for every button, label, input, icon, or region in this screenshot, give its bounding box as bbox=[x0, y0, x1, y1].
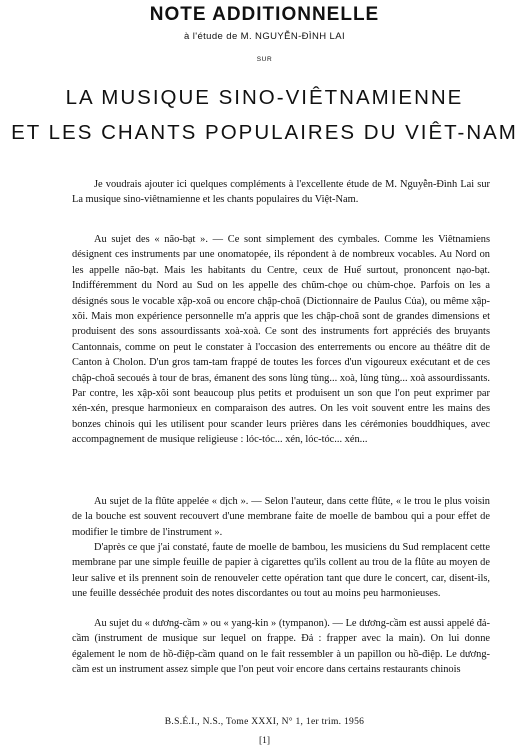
page-number: [1] bbox=[258, 736, 271, 746]
note-subtitle: à l'étude de M. NGUYỄN-ĐÌNH LAI bbox=[184, 31, 345, 42]
paragraph-nao-bat: Au sujet des « não-bạt ». — Ce sont simplement des cymbales. Comme les Viêtnamiens désignent ces instruments par une onomatopée, ils répondent à de nombreux vocables. Au Nord on les appelle não-bạt. Mais les habitants du Centre, ceux de Huế surtout, prononcent nạo-bạt. Indifféremment du Nord au Sud on les appelle des chũm-chọe ou chùm-chọe. Parfois on les a désignés sous le vocable xập-xoã ou encore chập-choã (Dictionnaire de Paulus Của), ou même xập-xõi. Mais mon expérience personnelle m'a appris que les chập-choã sont de grandes dimensions et produisent des sons assourdissants xoà-xoà. Ce sont des instruments fort appréciés des bruyants Cantonnais, comme on peut le constater à l'occasion des enterrements ou encore au théâtre dit de Canton à Cholon. D'un gros tam-tam frappé de toutes les forces d'un vigoureux exécutant et de ces chập-choã secoués à tour de bras, émanent des sons lùng tùng... xoà, lùng tùng... xoà assourdissants. Par contre, les xập-xõi sont beaucoup plus petits et produisent un son que l'on peut exprimer par xén-xén, presque harmonieux en comparaison des autres. On les voit souvent entre les mains des bonzes chinois qui les utilisent pour scander leurs prières dans les cérémonies bouddhiques, avec accompagnement de musique religieuse : lóc-tóc... xén, lóc-tóc... xén... bbox=[72, 234, 490, 446]
sur-label: SUR bbox=[256, 56, 273, 63]
paragraph-flute-dich: Au sujet de la flûte appelée « dịch ». — Selon l'auteur, dans cette flûte, « le trou le plus voisin de la bouche est souvent recouvert d'une membrane faite de moelle de bambou qui a pour effet de modifier le timbre de l'instrument ». bbox=[72, 496, 490, 538]
paragraph-duong-cam: Au sujet du « dương-cầm » ou « yang-kin » (tympanon). — Le dương-cầm est aussi appelé đả-cầm (instrument de musique sur lequel on frappe. Đả : frapper avec la main). On lui donne également le nom de hồ-điệp-cầm quand on le fait ressembler à un papillon ou hồ-điệp. Le dương-cầm est un instrument assez simple que l'on peut voir encore dans certains restaurants chinois bbox=[72, 618, 490, 676]
main-title-line-2: ET LES CHANTS POPULAIRES DU VIÊT-NAM bbox=[11, 121, 518, 144]
journal-citation: B.S.É.I., N.S., Tome XXXI, N° 1, 1er trim. 1956 bbox=[164, 717, 365, 727]
paragraph-flute-south: D'après ce que j'ai constaté, faute de moelle de bambou, les musiciens du Sud remplacent cette membrane par une simple feuille de papier à cigarettes qu'ils collent au trou de la flûte au moyen de leur salive et ils prennent soin de renouveler cette opération tant que dure le concert, car, disent-ils, une feuille desséchée produit des notes discordantes ou tout au moins peu harmonieuses. bbox=[72, 542, 490, 600]
paragraph-intro: Je voudrais ajouter ici quelques compléments à l'excellente étude de M. Nguyễn-Đình Lai sur La musique sino-viêtnamienne et les chants populaires du Việt-Nam. bbox=[72, 179, 490, 206]
note-title: NOTE ADDITIONNELLE bbox=[149, 4, 380, 25]
main-title-line-1: LA MUSIQUE SINO-VIÊTNAMIENNE bbox=[65, 86, 464, 109]
